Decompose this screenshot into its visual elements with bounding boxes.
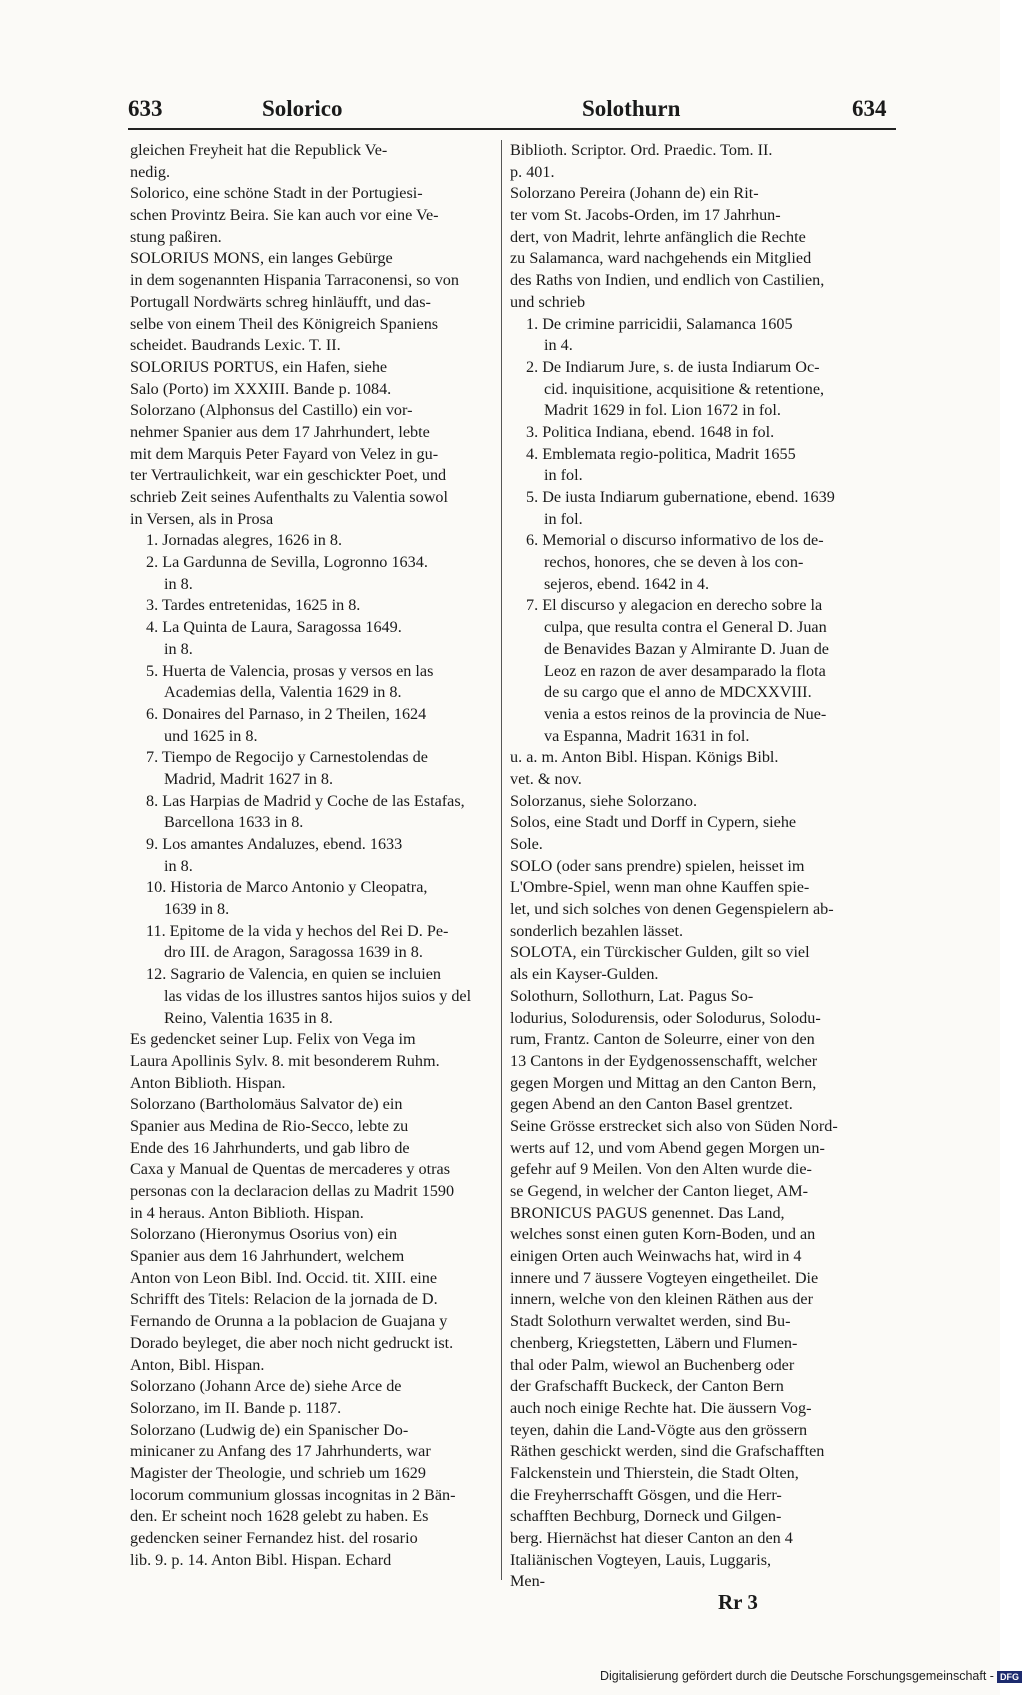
- signature-mark: Rr 3: [718, 1590, 758, 1614]
- text-line: und 1625 in 8.: [164, 726, 258, 745]
- text-line: gefehr auf 9 Meilen. Von den Alten wurde die-: [510, 1160, 812, 1179]
- text-line: 10. Historia de Marco Antonio y Cleopatra,: [146, 878, 428, 897]
- text-line: Räthen geschickt werden, sind die Grafschafften: [510, 1442, 825, 1461]
- text-line: 6. Memorial o discurso informativo de los de-: [526, 531, 824, 550]
- text-line: selbe von einem Theil des Königreich Spaniens: [130, 314, 439, 333]
- text-line: personas con la declaracion dellas zu Madrit 1590: [130, 1182, 455, 1200]
- text-line: Solorzanus, siehe Solorzano.: [510, 791, 698, 810]
- text-line: 7. Tiempo de Regocijo y Carnestolendas de: [146, 748, 428, 767]
- text-line: let, und sich solches von denen Gegenspielern ab-: [510, 900, 834, 919]
- right-page-number: 634: [852, 96, 887, 121]
- text-line: 7. El discurso y alegacion en derecho sobre la: [526, 596, 823, 615]
- text-line: in dem sogenannten Hispania Tarraconensi, so von: [130, 271, 459, 290]
- text-line: Reino, Valentia 1635 in 8.: [164, 1008, 333, 1027]
- text-line: 5. De iusta Indiarum gubernatione, ebend. 1639: [526, 488, 835, 506]
- text-line: in 4.: [544, 336, 573, 355]
- text-line: 4. Emblemata regio-politica, Madrit 1655: [526, 444, 796, 463]
- text-line: de Benavides Bazan y Almirante D. Juan de: [544, 639, 829, 658]
- text-line: gegen Morgen und Mittag an den Canton Bern,: [510, 1073, 817, 1092]
- text-line: Schrifft des Titels: Relacion de la jornada de D.: [130, 1290, 438, 1309]
- text-line: 2. La Gardunna de Sevilla, Logronno 1634.: [146, 553, 428, 572]
- text-line: culpa, que resulta contra el General D. Juan: [544, 618, 827, 637]
- text-line: Solorzano (Alphonsus del Castillo) ein vor-: [130, 401, 413, 420]
- text-line: lib. 9. p. 14. Anton Bibl. Hispan. Echard: [130, 1550, 392, 1569]
- text-line: innern, welche von den kleinen Räthen aus der: [510, 1290, 813, 1309]
- text-line: Spanier aus Medina de Rio-Secco, lebte zu: [130, 1116, 409, 1135]
- text-line: sejeros, ebend. 1642 in 4.: [544, 574, 709, 593]
- text-line: 9. Los amantes Andaluzes, ebend. 1633: [146, 835, 403, 853]
- text-line: locorum communium glossas incognitas in 2 Bän-: [130, 1485, 456, 1504]
- text-line: des Raths von Indien, und endlich von Castilien,: [510, 271, 825, 290]
- text-line: 11. Epitome de la vida y hechos del Rei D. Pe-: [146, 921, 449, 940]
- text-line: SOLORIUS MONS, ein langes Gebürge: [130, 249, 393, 268]
- text-line: Men-: [510, 1572, 546, 1591]
- text-line: der Grafschafft Buckeck, der Canton Bern: [510, 1377, 784, 1396]
- text-line: Spanier aus dem 16 Jahrhundert, welchem: [130, 1247, 405, 1266]
- text-line: Anton, Bibl. Hispan.: [130, 1355, 265, 1374]
- digitization-footer: [600, 1669, 1022, 1683]
- text-line: gedencken seiner Fernandez hist. del rosario: [130, 1529, 418, 1547]
- text-line: Solorzano (Ludwig de) ein Spanischer Do-: [130, 1420, 409, 1439]
- text-line: Anton von Leon Bibl. Ind. Occid. tit. XIII. eine: [130, 1268, 438, 1287]
- text-line: SOLOTA, ein Türckischer Gulden, gilt so viel: [510, 943, 810, 962]
- text-line: dro III. de Aragon, Saragossa 1639 in 8.: [164, 943, 423, 962]
- text-line: va Espanna, Madrit 1631 in fol.: [544, 726, 750, 745]
- text-line: BRONICUS PAGUS genennet. Das Land,: [510, 1203, 785, 1222]
- text-line: den. Er scheint noch 1628 gelebt zu haben. Es: [130, 1507, 429, 1526]
- text-line: chenberg, Kriegstetten, Läbern und Flumen-: [510, 1333, 798, 1352]
- text-line: rechos, honores, che se deven à los con-: [544, 553, 804, 572]
- header-rule: [128, 128, 896, 130]
- text-line: 4. La Quinta de Laura, Saragossa 1649.: [146, 618, 402, 637]
- text-line: schen Provintz Beira. Sie kan auch vor eine Ve-: [130, 206, 439, 225]
- text-line: in 4 heraus. Anton Biblioth. Hispan.: [130, 1203, 364, 1222]
- text-line: innere und 7 äussere Vogteyen eingetheilet. Die: [510, 1268, 819, 1287]
- left-text-column: [130, 140, 510, 1580]
- text-line: venia a estos reinos de la provincia de Nue-: [544, 704, 827, 723]
- text-line: 1. Jornadas alegres, 1626 in 8.: [146, 531, 343, 550]
- dfg-logo: DFG: [997, 1671, 1022, 1683]
- text-line: 3. Tardes entretenidas, 1625 in 8.: [146, 596, 361, 615]
- text-line: Laura Apollinis Sylv. 8. mit besonderem Ruhm.: [130, 1051, 440, 1070]
- text-line: auch noch einige Rechte hat. Die äussern Vog-: [510, 1398, 812, 1417]
- text-line: Portugall Nordwärts schreg hinläufft, und das-: [130, 292, 431, 311]
- right-text-column: [510, 140, 890, 1591]
- text-line: Seine Grösse erstrecket sich also von Süden Nord-: [510, 1116, 838, 1135]
- text-line: zu Salamanca, ward nachgehends ein Mitglied: [510, 249, 812, 268]
- footer-text: Digitalisierung gefördert durch die Deutsche Forschungsgemeinschaft -: [600, 1669, 994, 1683]
- text-line: Italiänischen Vogteyen, Lauis, Luggaris,: [510, 1550, 772, 1569]
- text-line: in 8.: [164, 856, 193, 875]
- text-line: die Freyherrschafft Gösgen, und die Herr-: [510, 1485, 782, 1504]
- text-line: nehmer Spanier aus dem 17 Jahrhundert, lebte: [130, 422, 430, 441]
- text-line: Solothurn, Sollothurn, Lat. Pagus So-: [510, 986, 754, 1005]
- text-line: Madrid, Madrit 1627 in 8.: [164, 769, 334, 788]
- text-line: Solorzano Pereira (Johann de) ein Rit-: [510, 184, 759, 203]
- text-line: 3. Politica Indiana, ebend. 1648 in fol.: [526, 422, 775, 441]
- left-running-title: Solorico: [262, 96, 343, 121]
- text-line: Madrit 1629 in fol. Lion 1672 in fol.: [544, 401, 781, 420]
- text-line: Anton Biblioth. Hispan.: [130, 1073, 286, 1092]
- text-line: schrieb Zeit seines Aufenthalts zu Valentia sowol: [130, 488, 448, 506]
- text-line: 13 Cantons in der Eydgenossenschafft, welcher: [510, 1051, 818, 1070]
- text-line: Salo (Porto) im XXXIII. Bande p. 1084.: [130, 379, 392, 398]
- text-line: Solorzano (Johann Arce de) siehe Arce de: [130, 1377, 402, 1396]
- text-line: 1639 in 8.: [164, 900, 230, 919]
- text-line: als ein Kayser-Gulden.: [510, 965, 659, 984]
- text-line: in 8.: [164, 639, 193, 658]
- text-line: Solorico, eine schöne Stadt in der Portugiesi-: [130, 184, 423, 203]
- text-line: Falckenstein und Thierstein, die Stadt Olten,: [510, 1463, 799, 1482]
- text-line: teyen, dahin die Land-Vögte aus den grössern: [510, 1420, 808, 1439]
- text-line: schafften Bechburg, Dorneck und Gilgen-: [510, 1507, 782, 1526]
- text-line: u. a. m. Anton Bibl. Hispan. Königs Bibl.: [510, 748, 779, 767]
- text-line: einigen Orten auch Weinwachs hat, wird in 4: [510, 1247, 802, 1266]
- text-line: Solos, eine Stadt und Dorff in Cypern, siehe: [510, 813, 797, 832]
- text-line: gegen Abend an den Canton Basel grentzet.: [510, 1095, 793, 1114]
- text-line: 8. Las Harpias de Madrid y Coche de las Estafas,: [146, 791, 465, 810]
- text-line: SOLORIUS PORTUS, ein Hafen, siehe: [130, 357, 388, 376]
- text-line: Fernando de Orunna a la poblacion de Guajana y: [130, 1312, 448, 1331]
- text-line: rum, Frantz. Canton de Soleurre, einer von den: [510, 1030, 815, 1049]
- text-line: in fol.: [544, 466, 583, 485]
- text-line: 1. De crimine parricidii, Salamanca 1605: [526, 314, 793, 333]
- text-line: in 8.: [164, 574, 193, 593]
- text-line: Biblioth. Scriptor. Ord. Praedic. Tom. II.: [510, 141, 773, 159]
- right-running-title: Solothurn: [582, 96, 681, 121]
- text-line: und schrieb: [510, 292, 586, 311]
- text-line: thal oder Palm, wiewol an Buchenberg oder: [510, 1355, 795, 1374]
- text-line: Caxa y Manual de Quentas de mercaderes y otras: [130, 1160, 451, 1179]
- text-line: scheidet. Baudrands Lexic. T. II.: [130, 336, 341, 355]
- text-line: in fol.: [544, 509, 583, 528]
- text-line: Ende des 16 Jahrhunderts, und gab libro de: [130, 1138, 410, 1157]
- text-line: Leoz en razon de aver desamparado la flota: [544, 661, 826, 680]
- text-line: p. 401.: [510, 162, 555, 181]
- text-line: SOLO (oder sans prendre) spielen, heisset im: [510, 856, 805, 875]
- text-line: L'Ombre-Spiel, wenn man ohne Kauffen spie-: [510, 878, 810, 897]
- text-line: 12. Sagrario de Valencia, en quien se incluien: [146, 965, 442, 984]
- text-line: 2. De Indiarum Jure, s. de iusta Indiarum Oc-: [526, 357, 820, 376]
- text-line: Solorzano, im II. Bande p. 1187.: [130, 1398, 342, 1417]
- text-line: mit dem Marquis Peter Fayard von Velez in gu-: [130, 444, 439, 463]
- text-line: de su cargo que el anno de MDCXXVIII.: [544, 683, 812, 702]
- text-line: werts auf 12, und vom Abend gegen Morgen un-: [510, 1138, 825, 1157]
- text-line: Solorzano (Hieronymus Osorius von) ein: [130, 1225, 398, 1244]
- text-line: ter Vertraulichkeit, war ein geschickter Poet, und: [130, 466, 447, 485]
- text-line: Sole.: [510, 835, 543, 853]
- text-line: dert, von Madrit, lehrte anfänglich die Rechte: [510, 227, 806, 246]
- text-line: gleichen Freyheit hat die Republick Ve-: [130, 141, 388, 159]
- text-line: Academias della, Valentia 1629 in 8.: [164, 683, 402, 702]
- text-line: Solorzano (Bartholomäus Salvator de) ein: [130, 1095, 403, 1114]
- text-line: Stadt Solothurn verwaltet werden, sind Bu-: [510, 1312, 791, 1331]
- text-line: berg. Hiernächst hat dieser Canton an den 4: [510, 1529, 793, 1547]
- text-line: nedig.: [130, 162, 171, 181]
- text-line: ter vom St. Jacobs-Orden, im 17 Jahrhun-: [510, 206, 781, 225]
- text-line: in Versen, als in Prosa: [130, 509, 274, 528]
- text-line: Es gedencket seiner Lup. Felix von Vega im: [130, 1030, 416, 1049]
- text-line: Magister der Theologie, und schrieb um 1629: [130, 1463, 426, 1482]
- text-line: cid. inquisitione, acquisitione & retentione,: [544, 379, 825, 398]
- column-divider: [501, 140, 502, 1580]
- text-line: stung paßiren.: [130, 227, 222, 246]
- left-page-number: 633: [128, 96, 163, 121]
- text-line: welches sonst einen guten Korn-Boden, und an: [510, 1225, 816, 1244]
- text-line: vet. & nov.: [510, 769, 582, 788]
- text-line: 6. Donaires del Parnaso, in 2 Theilen, 1624: [146, 704, 427, 723]
- text-line: lodurius, Solodurensis, oder Solodurus, Solodu-: [510, 1008, 821, 1027]
- text-line: minicaner zu Anfang des 17 Jahrhunderts, war: [130, 1442, 431, 1461]
- text-line: sonderlich bezahlen lässet.: [510, 921, 684, 940]
- text-line: Barcellona 1633 in 8.: [164, 813, 304, 832]
- text-line: las vidas de los illustres santos hijos suios y del: [164, 986, 472, 1005]
- text-line: Dorado beyleget, die aber noch nicht gedruckt ist.: [130, 1333, 454, 1352]
- text-line: se Gegend, in welcher der Canton lieget, AM-: [510, 1182, 809, 1200]
- text-line: 5. Huerta de Valencia, prosas y versos en las: [146, 661, 434, 680]
